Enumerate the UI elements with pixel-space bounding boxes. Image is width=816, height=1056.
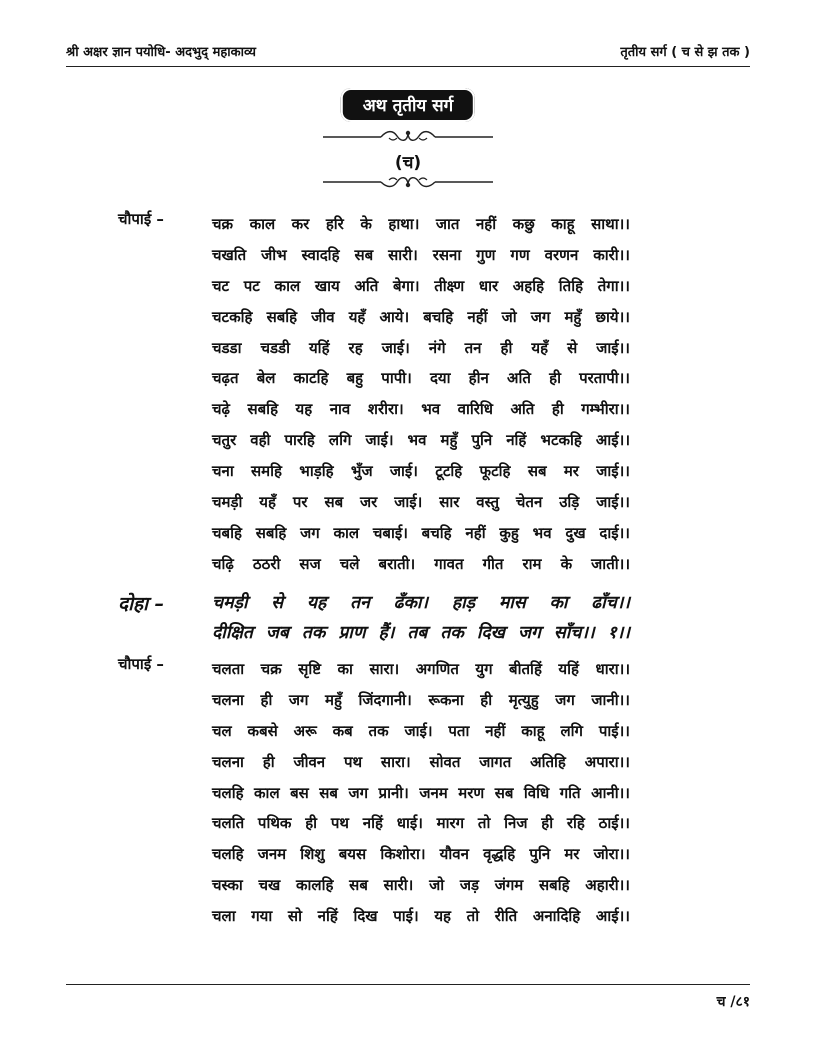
verse-lines (212, 209, 630, 580)
verse-line: चटकहि सबहि जीव यहँ आये। बचहि नहीं जो जग महुँ छाये।। (212, 307, 630, 326)
verse-line: चट पट काल खाय अति बेगा। तीक्ष्ण धार अहहि तिहि तेगा।। (212, 276, 630, 295)
verse-line: चला गया सो नहिं दिख पाई। यह तो रीति अनादिहि आई।। (212, 907, 630, 926)
verse-line: चढ़े सबहि यह नाव शरीरा। भव वारिधि अति ही गम्भीरा।। (212, 400, 630, 419)
verse-line: चडडा चडडी यहिं रह जाई। नंगे तन ही यहँ से जाई।। (212, 338, 630, 357)
verse-line: चक्र काल कर हरि के हाथा। जात नहीं कछु काहू साथा।। (212, 215, 630, 233)
verse-line: चमड़ी से यह तन ढँका। हाड़ मास का ढाँच।। (212, 593, 630, 613)
verse-label: दोहा – (118, 593, 165, 615)
chapter-range: तृतीय सर्ग ( च से झ तक ) (620, 45, 750, 60)
verse-label: चौपाई – (118, 655, 164, 673)
verse-line: चतुर वही पारहि लगि जाई। भव महुँ पुनि नहिं भटकहि आई।। (212, 431, 630, 450)
header-divider (66, 66, 750, 67)
verse-line: चलना ही जीवन पथ सारा। सोवत जागत अतिहि अपारा।। (212, 752, 630, 771)
verse-line: चलति पथिक ही पथ नहिं धाई। मारग तो निज ही रहि ठाई।। (212, 814, 630, 833)
verse-line: चलता चक्र सृष्टि का सारा। अगणित युग बीतहिं यहिं धारा।। (212, 660, 630, 678)
verse-label: चौपाई – (118, 210, 164, 228)
verse-line: चस्का चख कालहि सब सारी। जो जड़ जंगम सबहि अहारी।। (212, 876, 630, 895)
ornament-divider-top-icon (323, 128, 493, 144)
verse-line: चढ़ि ठठरी सज चले बराती। गावत गीत राम के जाती।। (212, 554, 630, 573)
page-number: च /८१ (716, 994, 750, 1010)
footer-divider (66, 984, 750, 985)
running-header (66, 40, 750, 66)
verse-line: दीक्षित जब तक प्राण हैं। तब तक दिख जग साँच।। १।। (212, 623, 630, 643)
verse-line: चखति जीभ स्वादहि सब सारी। रसना गुण गण वरणन कारी।। (212, 245, 630, 264)
verse-line: चढ़त बेल काटहि बहु पापी। दया हीन अति ही परतापी।। (212, 369, 630, 388)
verse-line: चबहि सबहि जग काल चबाई। बचहि नहीं कुहु भव दुख दाई।। (212, 523, 630, 542)
ornament-divider-bottom-icon (323, 174, 493, 190)
verse-line: चमड़ी यहँ पर सब जर जाई। सार वस्तु चेतन उड़ि जाई।। (212, 493, 630, 512)
section-heading: (च) (394, 153, 422, 173)
book-title: श्री अक्षर ज्ञान पयोधि- अदभुद् महाकाव्य (66, 45, 256, 60)
verse-lines (212, 654, 630, 932)
verse-line: चल कबसे अरू कब तक जाई। पता नहीं काहू लगि पाई।। (212, 721, 630, 740)
verse-line: चलहि जनम शिशु बयस किशोरा। यौवन वृद्धहि पुनि मर जोरा।। (212, 845, 630, 864)
verse-line: चलहि काल बस सब जग प्रानी। जनम मरण सब विधि गति आनी।। (212, 783, 630, 802)
verse-line: चना समहि भाड़हि भुँज जाई। टूटहि फूटहि सब मर जाई।। (212, 462, 630, 481)
verse-lines (212, 588, 630, 648)
chapter-title: अथ तृतीय सर्ग (341, 88, 475, 122)
verse-line: चलना ही जग महुँ जिंदगानी। रूकना ही मृत्युहु जग जानी।। (212, 690, 630, 709)
